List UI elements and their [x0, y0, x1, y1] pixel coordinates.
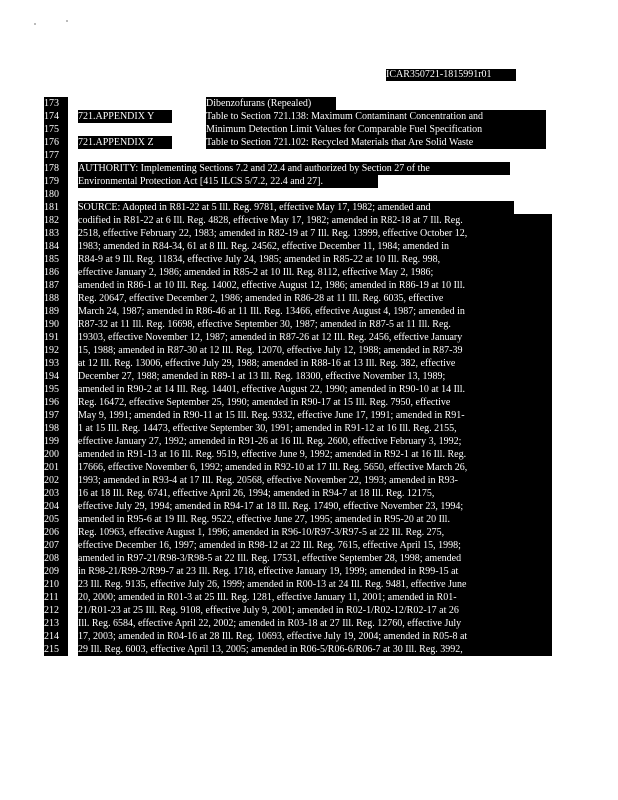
source-text: 21/R01-23 at 25 Ill. Reg. 9108, effective July 9, 2001; amended in R02-1/R02-12/R02-17 at 26 [78, 604, 552, 617]
line-number: 176 [44, 136, 68, 149]
line-number: 195 [44, 383, 68, 396]
source-text: 15, 1988; amended in R87-30 at 12 Ill. Reg. 12070, effective July 12, 1988; amended in R87-39 [78, 344, 552, 357]
line-number: 185 [44, 253, 68, 266]
line-number: 205 [44, 513, 68, 526]
line-number: 197 [44, 409, 68, 422]
line-number: 213 [44, 617, 68, 630]
authority-text: AUTHORITY: Implementing Sections 7.2 and 22.4 and authorized by Section 27 of the [78, 162, 510, 175]
line-number: 177 [44, 149, 68, 162]
line-number: 198 [44, 422, 68, 435]
source-text: R84-9 at 9 Ill. Reg. 11834, effective July 24, 1985; amended in R85-22 at 10 Ill. Reg. 998, [78, 253, 552, 266]
source-text: effective December 16, 1997; amended in R98-12 at 22 Ill. Reg. 7615, effective April 15, 1998; [78, 539, 552, 552]
line-number: 190 [44, 318, 68, 331]
scan-speck [34, 23, 36, 25]
source-text: Reg. 16472, effective September 25, 1990; amended in R90-17 at 15 Ill. Reg. 7950, effective [78, 396, 552, 409]
line-number: 201 [44, 461, 68, 474]
source-text: effective January 2, 1986; amended in R85-2 at 10 Ill. Reg. 8112, effective May 2, 1986; [78, 266, 552, 279]
line-number: 179 [44, 175, 68, 188]
source-text: amended in R95-6 at 19 Ill. Reg. 9522, effective June 27, 1995; amended in R95-20 at 20 Ill. [78, 513, 552, 526]
source-text: 1 at 15 Ill. Reg. 14473, effective September 30, 1991; amended in R91-12 at 16 Ill. Reg. 2155, [78, 422, 552, 435]
line-number: 199 [44, 435, 68, 448]
appendix-label: 721.APPENDIX Y [78, 110, 172, 123]
scan-speck [66, 20, 68, 22]
line-number: 209 [44, 565, 68, 578]
line-number: 215 [44, 643, 68, 656]
line-number: 200 [44, 448, 68, 461]
source-text: at 12 Ill. Reg. 13006, effective July 29, 1988; amended in R88-16 at 13 Ill. Reg. 382, effective [78, 357, 552, 370]
line-number: 184 [44, 240, 68, 253]
line-number: 194 [44, 370, 68, 383]
line-number: 183 [44, 227, 68, 240]
source-text: amended in R86-1 at 10 Ill. Reg. 14002, effective August 12, 1986; amended in R86-19 at 10 Ill. [78, 279, 552, 292]
line-number: 178 [44, 162, 68, 175]
line-number: 214 [44, 630, 68, 643]
source-text: 29 Ill. Reg. 6003, effective April 13, 2005; amended in R06-5/R06-6/R06-7 at 30 Ill. Reg. 3992, [78, 643, 552, 656]
line-number: 188 [44, 292, 68, 305]
line-number: 204 [44, 500, 68, 513]
line-number: 212 [44, 604, 68, 617]
line-number: 202 [44, 474, 68, 487]
source-text: 16 at 18 Ill. Reg. 6741, effective April 26, 1994; amended in R94-7 at 18 Ill. Reg. 12175, [78, 487, 552, 500]
document-id: ICAR350721-1815991r01 [386, 69, 516, 81]
appendix-description: Table to Section 721.102: Recycled Materials that Are Solid Waste [206, 136, 546, 149]
line-number: 211 [44, 591, 68, 604]
source-text: 2518, effective February 22, 1983; amended in R82-19 at 7 Ill. Reg. 13999, effective October 12, [78, 227, 552, 240]
line-number: 192 [44, 344, 68, 357]
line-number: 174 [44, 110, 68, 123]
line-number: 187 [44, 279, 68, 292]
line-number: 210 [44, 578, 68, 591]
appendix-label: 721.APPENDIX Z [78, 136, 172, 149]
line-number: 182 [44, 214, 68, 227]
appendix-description: Dibenzofurans (Repealed) [206, 97, 336, 110]
source-text: R87-32 at 11 Ill. Reg. 16698, effective September 30, 1987; amended in R87-5 at 11 Ill. Reg. [78, 318, 552, 331]
source-text: March 24, 1987; amended in R86-46 at 11 Ill. Reg. 13466, effective August 4, 1987; amended in [78, 305, 552, 318]
line-number: 175 [44, 123, 68, 136]
source-text: Reg. 10963, effective August 1, 1996; amended in R96-10/R97-3/R97-5 at 22 Ill. Reg. 275, [78, 526, 552, 539]
source-text: amended in R91-13 at 16 Ill. Reg. 9519, effective June 9, 1992; amended in R92-1 at 16 Ill. Reg. [78, 448, 552, 461]
source-text: effective July 29, 1994; amended in R94-17 at 18 Ill. Reg. 17490, effective November 23, 1994; [78, 500, 552, 513]
line-number: 181 [44, 201, 68, 214]
source-text: amended in R97-21/R98-3/R98-5 at 22 Ill. Reg. 17531, effective September 28, 1998; amended [78, 552, 552, 565]
authority-text: Environmental Protection Act [415 ILCS 5/7.2, 22.4 and 27]. [78, 175, 378, 188]
source-text: 17666, effective November 6, 1992; amended in R92-10 at 17 Ill. Reg. 5650, effective March 26, [78, 461, 552, 474]
line-number: 189 [44, 305, 68, 318]
source-text: 19303, effective November 12, 1987; amended in R87-26 at 12 Ill. Reg. 2456, effective January [78, 331, 552, 344]
source-text: 20, 2000; amended in R01-3 at 25 Ill. Reg. 1281, effective January 11, 2001; amended in R01- [78, 591, 552, 604]
source-text: amended in R90-2 at 14 Ill. Reg. 14401, effective August 22, 1990; amended in R90-10 at 14 Ill. [78, 383, 552, 396]
line-number: 203 [44, 487, 68, 500]
line-number: 196 [44, 396, 68, 409]
source-text: Ill. Reg. 6584, effective April 22, 2002; amended in R03-18 at 27 Ill. Reg. 12760, effective July [78, 617, 552, 630]
source-text: 17, 2003; amended in R04-16 at 28 Ill. Reg. 10693, effective July 19, 2004; amended in R05-8 at [78, 630, 552, 643]
source-text: 23 Ill. Reg. 9135, effective July 26, 1999; amended in R00-13 at 24 Ill. Reg. 9481, effective June [78, 578, 552, 591]
source-text: SOURCE: Adopted in R81-22 at 5 Ill. Reg. 9781, effective May 17, 1982; amended and [78, 201, 514, 214]
line-number: 206 [44, 526, 68, 539]
line-number: 173 [44, 97, 68, 110]
appendix-description: Minimum Detection Limit Values for Comparable Fuel Specification [206, 123, 546, 136]
line-number: 180 [44, 188, 68, 201]
source-text: 1983; amended in R84-34, 61 at 8 Ill. Reg. 24562, effective December 11, 1984; amended in [78, 240, 552, 253]
source-text: December 27, 1988; amended in R89-1 at 13 Ill. Reg. 18300, effective November 13, 1989; [78, 370, 552, 383]
line-number: 186 [44, 266, 68, 279]
source-text: May 9, 1991; amended in R90-11 at 15 Ill. Reg. 9332, effective June 17, 1991; amended in R91- [78, 409, 552, 422]
line-number: 193 [44, 357, 68, 370]
line-number: 191 [44, 331, 68, 344]
source-text: effective January 27, 1992; amended in R91-26 at 16 Ill. Reg. 2600, effective February 3, 1992; [78, 435, 552, 448]
line-number: 207 [44, 539, 68, 552]
appendix-description: Table to Section 721.138: Maximum Contaminant Concentration and [206, 110, 546, 123]
source-text: 1993; amended in R93-4 at 17 Ill. Reg. 20568, effective November 22, 1993; amended in R93- [78, 474, 552, 487]
source-text: in R98-21/R99-2/R99-7 at 23 Ill. Reg. 1718, effective January 19, 1999; amended in R99-15 at [78, 565, 552, 578]
line-number: 208 [44, 552, 68, 565]
source-text: Reg. 20647, effective December 2, 1986; amended in R86-28 at 11 Ill. Reg. 6035, effective [78, 292, 552, 305]
source-text: codified in R81-22 at 6 Ill. Reg. 4828, effective May 17, 1982; amended in R82-18 at 7 Ill. Reg. [78, 214, 552, 227]
